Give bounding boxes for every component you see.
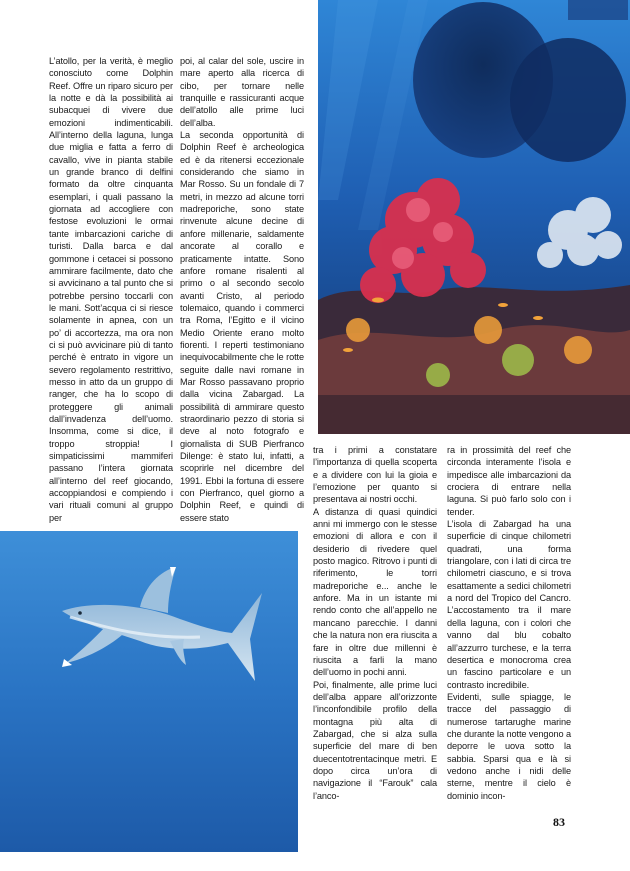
article-column-1 [49, 55, 173, 524]
paragraph: Poi, finalmente, alle prime luci dell’alba appare all’orizzonte l’inconfondibile profilo della montagna più alta di Zabargad, che si alza sulla superficie del mare di ben duecentotrentacinque metri. E dopo circa un’ora di navigazione il “Farouk” cala l’anco- [313, 679, 437, 801]
paragraph: ra in prossimità del reef che circonda interamente l’isola e impedisce alle imbarcazioni da crociera di entrare nella laguna. Si può farlo solo con i tender. [447, 445, 571, 517]
paragraph: La seconda opportunità di Dolphin Reef è archeologica ed è da ritenersi eccezionale considerando che siamo in Mar Rosso. Su un fondale di 7 metri, in mezzo ad alcune torri madreporiche, sono state rinvenute alcune decine di anfore millenarie, saldamente ancorate al corallo e praticamente intatte. Sono anfore romane risalenti al primo o al secondo secolo avanti Cristo, al periodo tolemaico, quando i commerci tra Roma, l’Egitto e il vicino Medio Oriente erano molto fiorenti. I reperti testimoniano inequivocabilmente che le rotte seguite dalle navi romane in Mar Rosso passavano proprio dalla vicina Zabargad. La possibilità di ammirare questo straordinario pezzo di storia si deve al noto fotografo e giornalista di SUB Pierfranco Dilenge: è stato lui, infatti, a scoprirle nel dicembre del 1991. Ebbi la fortuna di essere con Pierfranco, quel giorno a Dolphin Reef, e quindi di essere stato [180, 130, 304, 523]
article-column-3 [313, 444, 437, 802]
paragraph: L’atollo, per la verità, è meglio conosciuto come Dolphin Reef. Offre un riparo sicuro per la notte e dà la possibilità ai subacquei di vivere due emozioni indimenticabili. All’interno della laguna, lunga due miglia e fatta a ferro di cavallo, vive in pianta stabile un grande branco di delfini formato da oltre cinquanta esemplari, i quali passano la giornata ad accogliere con festose evoluzioni le ormai tante imbarcazioni cariche di turisti. Dalla barca e dal gommone i cetacei si possono ammirare facilmente, dato che si avvicinano a tal punto che si potrebbe persino toccarli con le mani. Sott’acqua ci si riesce solamente in apnea, con un po’ di accortezza, ma ora non ci si può avvicinare più di tanto perché è entrato in vigore un severo regolamento restrittivo, messo in atto da un gruppo di ranger, che ha lo scopo di proteggere gli animali dall’invadenza dell’uomo. Insomma, come si dice, il troppo stroppia! I simpaticissimi mammiferi passano l’intera giornata all’interno del reef giocando, accoppiandosi e compiendo i vari rituali comuni al gruppo per [49, 56, 173, 523]
shark-illustration [0, 531, 298, 852]
paragraph: tra i primi a constatare l’importanza di quella scoperta e a dividere con lui la gioia e l’emozione per quanto si presentava ai nostri occhi. [313, 445, 437, 505]
article-column-4 [447, 444, 571, 802]
reef-photo [318, 0, 630, 434]
paragraph: A distanza di quasi quindici anni mi immergo con le stesse emozioni di allora e con il desiderio di rivedere quel posto magico. Ritrovo i punti di riferimento, le torri madreporiche e... anche le anfore. Ma in un istante mi rendo conto che all’appello ne mancano parecchie. I danni che la natura non era riuscita a fare in oltre due millenni è riuscita a farli la mano dell’uomo in pochi anni. [313, 506, 437, 678]
page-number: 83 [553, 815, 565, 829]
article-column-2 [180, 55, 304, 524]
paragraph: L’isola di Zabargad ha una superficie di cinque chilometri quadrati, una forma triangolare, con i lati di circa tre chilometri ciascuno, e si trova esattamente a sedici chilometri a nord del Tropico del Cancro. L’accostamento tra il mare della laguna, con i colori che vanno dal blu cobalto all’azzurro turchese, e la terra desertica e monocroma crea un fascino particolare e un contrasto incredibile. [447, 519, 571, 690]
shark-photo [0, 531, 298, 852]
paragraph: poi, al calar del sole, uscire in mare aperto alla ricerca di cibo, per tornare nelle tranquille e rassicuranti acque dell’atollo alle prime luci dell’alba. [180, 56, 304, 128]
paragraph: Evidenti, sulle spiagge, le tracce del passaggio di numerose tartarughe marine che durante la notte vengono a deporre le uova sotto la sabbia. Sparsi qua e là si vedono anche i nidi delle sterne, mentre il cielo è dominio incon- [447, 691, 571, 801]
reef-illustration [318, 0, 630, 434]
